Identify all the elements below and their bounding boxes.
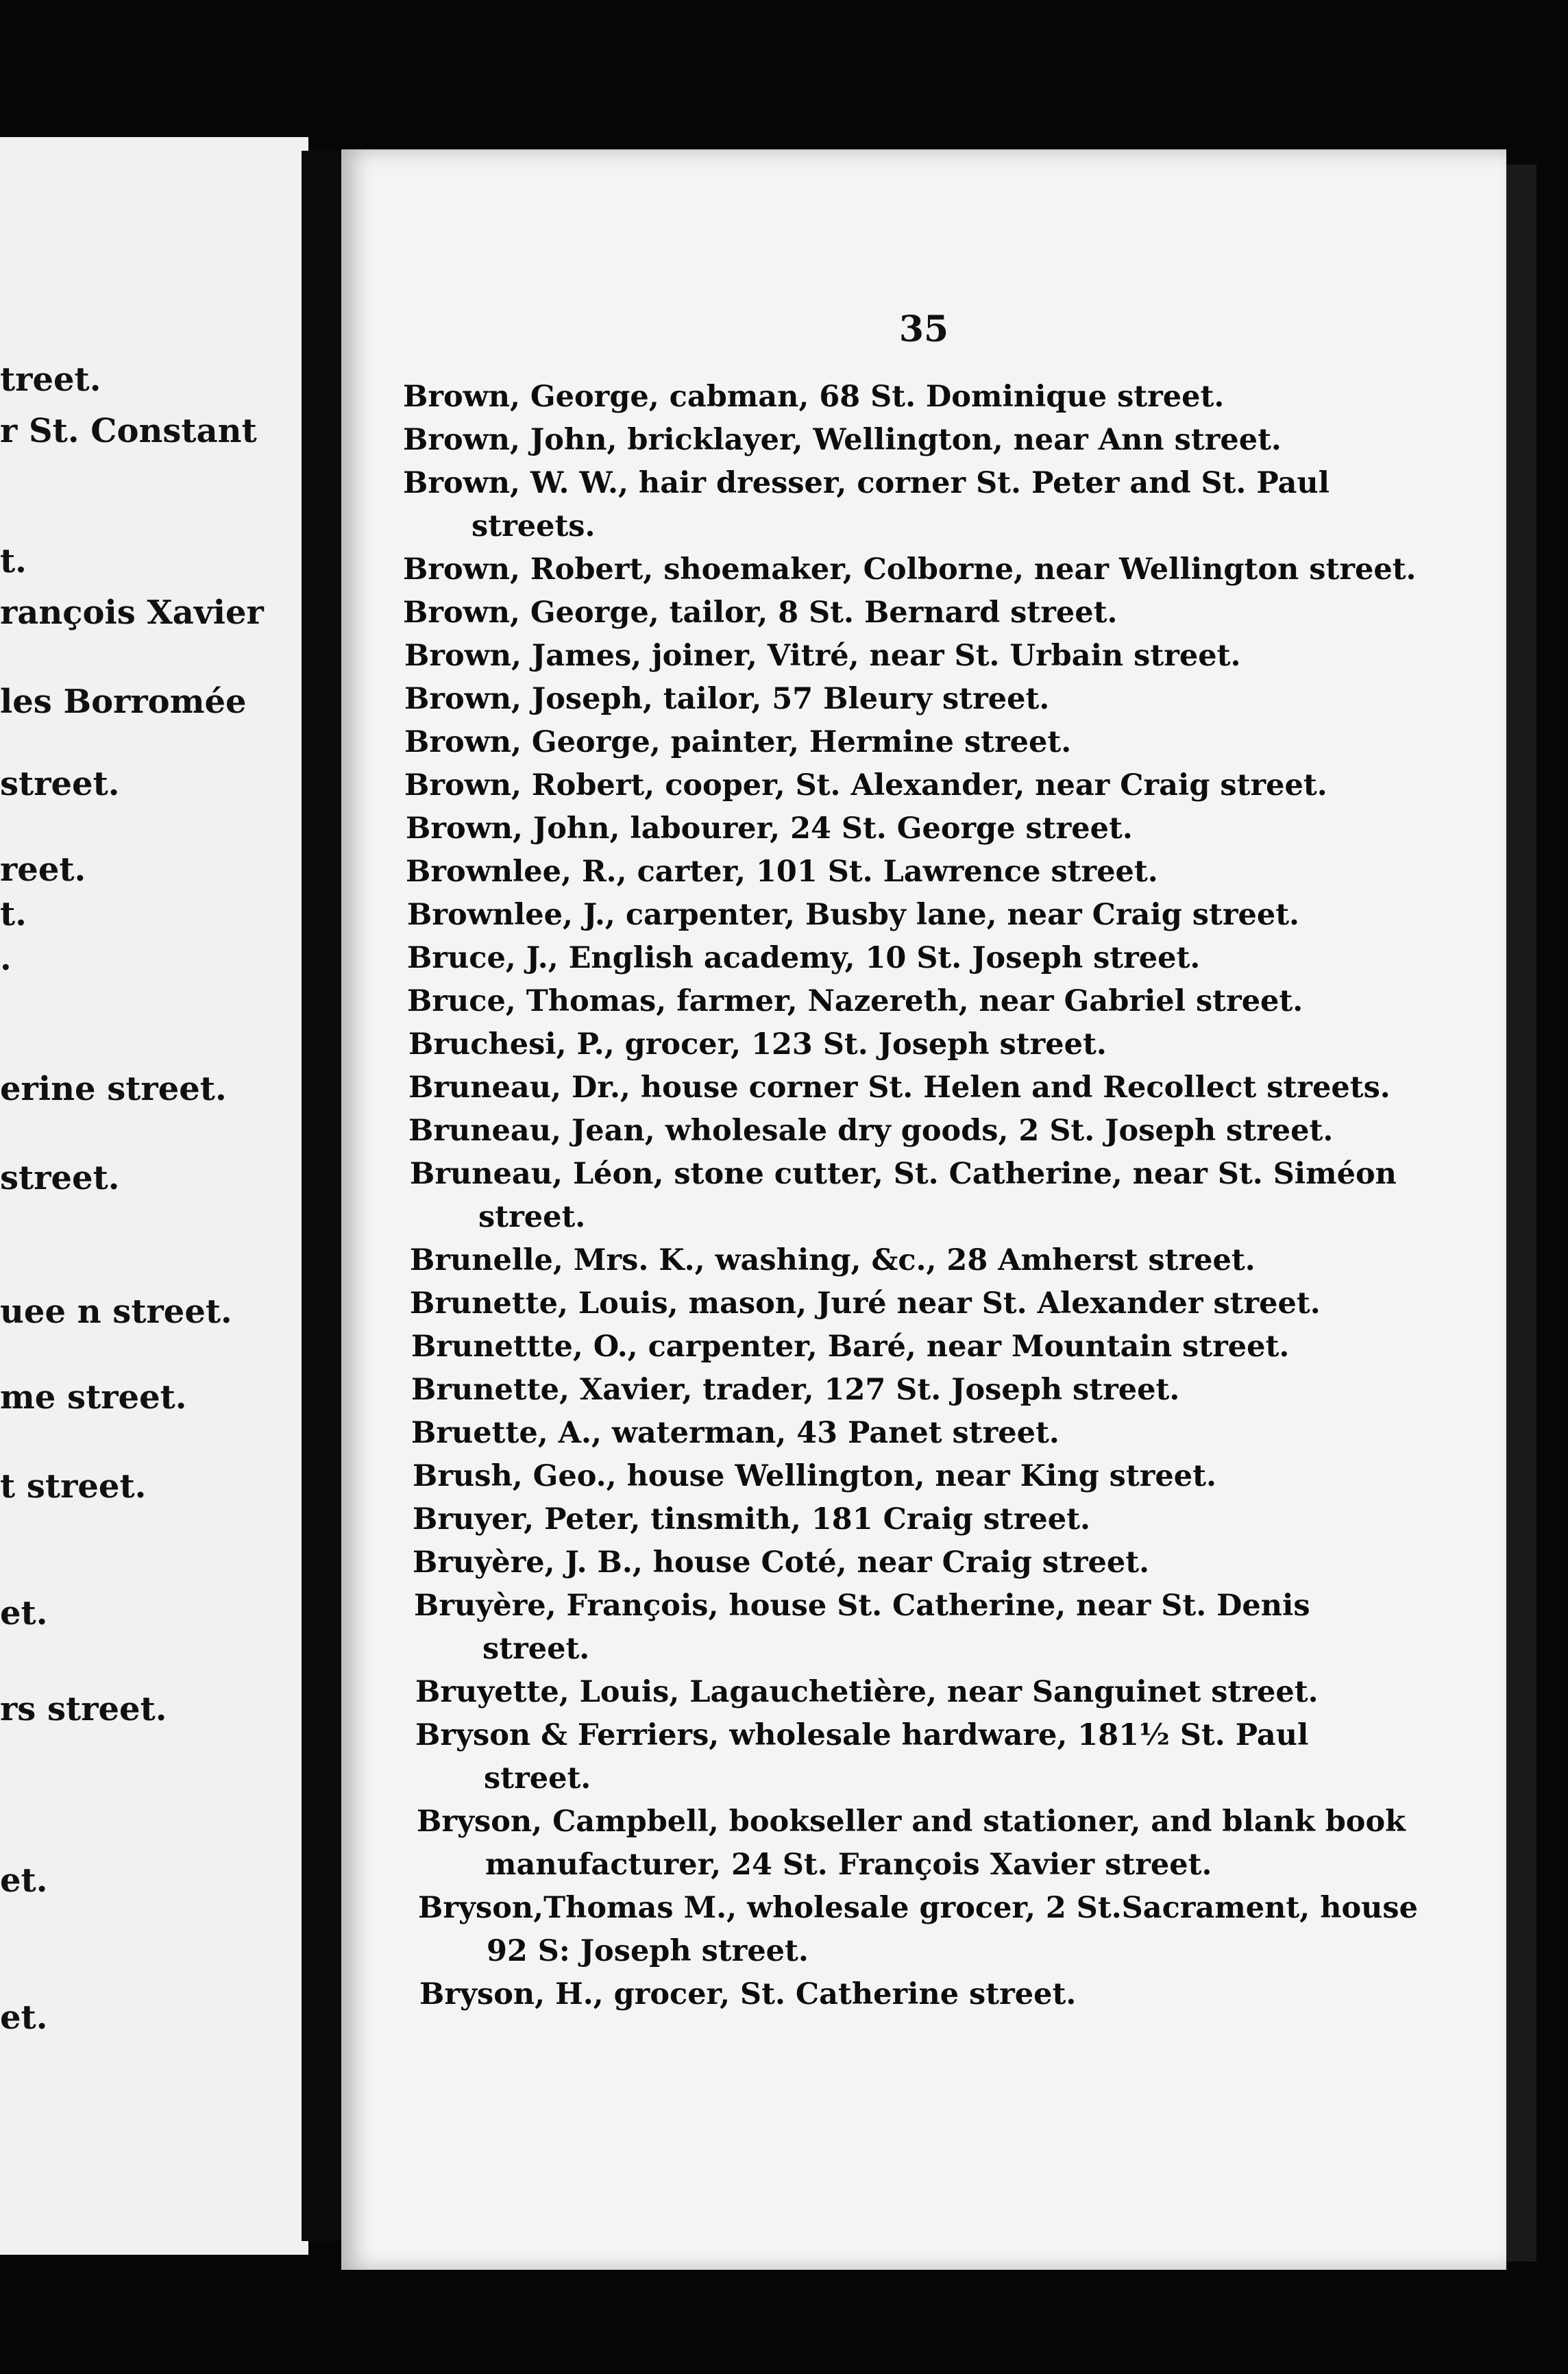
left-fragment: . bbox=[0, 940, 12, 978]
left-fragment: reet. bbox=[0, 851, 86, 889]
directory-entry: Bryson & Ferriers, wholesale hardware, 181½ St. Paul bbox=[415, 1718, 1309, 1752]
left-fragment: t. bbox=[0, 895, 27, 933]
directory-entry: Brunette, Louis, mason, Juré near St. Alexander street. bbox=[410, 1286, 1321, 1321]
directory-entry: Brown, Robert, shoemaker, Colborne, near Wellington street. bbox=[403, 552, 1417, 587]
directory-entry: Brown, John, bricklayer, Wellington, near Ann street. bbox=[403, 423, 1282, 457]
left-fragment: street. bbox=[0, 1159, 120, 1197]
directory-entry: Bruyère, François, house St. Catherine, near St. Denis bbox=[414, 1589, 1310, 1623]
left-fragment: uee n street. bbox=[0, 1293, 232, 1331]
left-fragment: t street. bbox=[0, 1467, 147, 1506]
page-edge bbox=[1506, 164, 1536, 2262]
left-fragment: erine street. bbox=[0, 1070, 227, 1108]
left-fragment: t. bbox=[0, 542, 27, 580]
directory-entry: Bryson, Campbell, bookseller and stationer, and blank book bbox=[417, 1804, 1406, 1839]
directory-entry-continuation: 92 S: Joseph street. bbox=[487, 1934, 809, 1968]
directory-entry: Bruneau, Dr., house corner St. Helen and Recollect streets. bbox=[408, 1070, 1391, 1105]
directory-entry: Brown, George, cabman, 68 St. Dominique street. bbox=[403, 380, 1225, 414]
left-fragment: street. bbox=[0, 765, 120, 803]
directory-entry-continuation: street. bbox=[478, 1200, 586, 1234]
left-fragment: et. bbox=[0, 1861, 48, 1900]
left-fragment: rs street. bbox=[0, 1690, 167, 1728]
left-fragment: treet. bbox=[0, 360, 101, 399]
directory-entry-continuation: streets. bbox=[471, 509, 596, 543]
left-fragment: et. bbox=[0, 1998, 48, 2037]
directory-entry: Bruyère, J. B., house Coté, near Craig street. bbox=[413, 1545, 1150, 1580]
directory-entry: Brown, Robert, cooper, St. Alexander, near Craig street. bbox=[404, 768, 1327, 803]
directory-entry: Bryson,Thomas M., wholesale grocer, 2 St.Sacrament, house bbox=[418, 1891, 1418, 1925]
left-fragment: et. bbox=[0, 1594, 48, 1632]
directory-entry: Bruyette, Louis, Lagauchetière, near Sanguinet street. bbox=[415, 1675, 1319, 1709]
directory-entry: Bruce, Thomas, farmer, Nazereth, near Gabriel street. bbox=[407, 984, 1303, 1018]
left-fragment: les Borromée bbox=[0, 683, 247, 721]
directory-entry: Bryson, H., grocer, St. Catherine street. bbox=[419, 1977, 1077, 2011]
directory-entry: Brunette, Xavier, trader, 127 St. Joseph street. bbox=[411, 1373, 1180, 1407]
directory-entry: Brown, George, painter, Hermine street. bbox=[404, 725, 1072, 759]
directory-entry: Brown, James, joiner, Vitré, near St. Urbain street. bbox=[404, 639, 1241, 673]
left-page bbox=[0, 137, 308, 2255]
directory-entry-continuation: street. bbox=[484, 1761, 591, 1796]
directory-entry: Bruce, J., English academy, 10 St. Joseph street. bbox=[407, 941, 1201, 975]
page-number: 35 bbox=[898, 308, 949, 350]
directory-entry: Brown, Joseph, tailor, 57 Bleury street. bbox=[404, 682, 1050, 716]
right-page bbox=[341, 149, 1506, 2270]
left-fragment: rançois Xavier bbox=[0, 594, 264, 632]
directory-entry: Brunelle, Mrs. K., washing, &c., 28 Amherst street. bbox=[410, 1243, 1255, 1277]
directory-entry: Brown, George, tailor, 8 St. Bernard street. bbox=[403, 596, 1118, 630]
directory-entry: Bruette, A., waterman, 43 Panet street. bbox=[411, 1416, 1059, 1450]
left-fragment: r St. Constant bbox=[0, 412, 257, 450]
directory-entry: Bruyer, Peter, tinsmith, 181 Craig street. bbox=[413, 1502, 1090, 1537]
directory-entry: Brown, W. W., hair dresser, corner St. Peter and St. Paul bbox=[403, 466, 1330, 500]
directory-entry: Brown, John, labourer, 24 St. George street. bbox=[406, 811, 1133, 846]
directory-entry-continuation: street. bbox=[482, 1632, 590, 1666]
directory-entry: Bruchesi, P., grocer, 123 St. Joseph street. bbox=[408, 1027, 1107, 1062]
book-gutter bbox=[302, 151, 343, 2241]
directory-entry: Bruneau, Jean, wholesale dry goods, 2 St. Joseph street. bbox=[408, 1114, 1334, 1148]
directory-entry: Brownlee, J., carpenter, Busby lane, near Craig street. bbox=[407, 898, 1300, 932]
directory-entry: Brownlee, R., carter, 101 St. Lawrence street. bbox=[406, 855, 1158, 889]
directory-entry: Brush, Geo., house Wellington, near King street. bbox=[413, 1459, 1216, 1493]
directory-entry-continuation: manufacturer, 24 St. François Xavier street. bbox=[485, 1848, 1212, 1882]
directory-entry: Brunettte, O., carpenter, Baré, near Mountain street. bbox=[411, 1330, 1290, 1364]
left-fragment: me street. bbox=[0, 1378, 187, 1417]
directory-entry: Bruneau, Léon, stone cutter, St. Catherine, near St. Siméon bbox=[410, 1157, 1397, 1191]
